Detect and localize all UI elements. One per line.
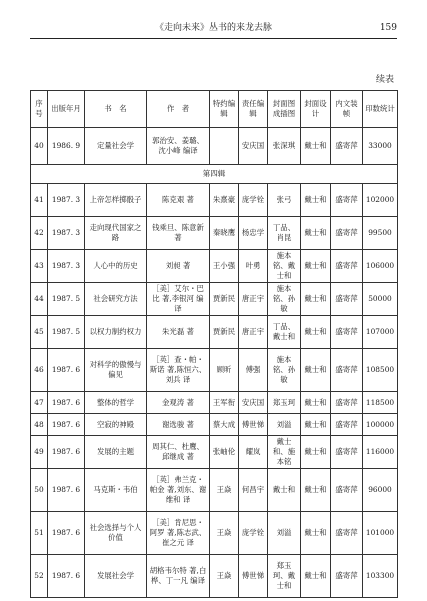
cell-index: 47 (31, 392, 48, 414)
cell-print-run: 103300 (363, 555, 398, 598)
cell-title: 空寂的神殿 (85, 414, 147, 436)
table-row (31, 436, 398, 469)
table-row (31, 316, 398, 349)
cell-index: 42 (31, 217, 48, 250)
cell-binding: 盛寄萍 (331, 469, 363, 512)
running-header-title: 《走向未来》丛书的来龙去脉 (154, 23, 272, 33)
cell-guest-editor: 蔡大成 (210, 414, 239, 436)
cell-title: 以权力制约权力 (85, 316, 147, 349)
cell-pub-date: 1987. 5 (48, 316, 85, 349)
cell-guest-editor: 王军衔 (210, 392, 239, 414)
cell-print-run: 50000 (363, 283, 398, 316)
cell-guest-editor: 顾昕 (210, 349, 239, 392)
page-header (30, 22, 397, 38)
cell-print-run: 33000 (363, 128, 398, 165)
cell-cover-illustration: 施本铭、戴士和 (268, 250, 301, 283)
cell-author: 谢选骏 著 (147, 414, 210, 436)
cell-guest-editor: 王焱 (210, 555, 239, 598)
cell-editor: 傅世悌 (239, 555, 268, 598)
cell-editor: 唐正宇 (239, 316, 268, 349)
cell-pub-date: 1987. 5 (48, 283, 85, 316)
cell-index: 52 (31, 555, 48, 598)
table-row (31, 283, 398, 316)
table-row (31, 392, 398, 414)
cell-binding: 盛寄萍 (331, 436, 363, 469)
cell-cover-illustration: 戴士和、施本铭 (268, 436, 301, 469)
page-number: 159 (379, 23, 397, 33)
cell-title: 走向现代国家之路 (85, 217, 147, 250)
cell-editor: 庞学铨 (239, 184, 268, 217)
cell-binding: 盛寄萍 (331, 184, 363, 217)
cell-title: 发展的主题 (85, 436, 147, 469)
cell-guest-editor: 王焱 (210, 469, 239, 512)
cell-binding: 盛寄萍 (331, 512, 363, 555)
cell-title: 整体的哲学 (85, 392, 147, 414)
cell-cover-design: 戴士和 (301, 469, 331, 512)
table-row (31, 555, 398, 598)
cell-title: 马克斯・韦伯 (85, 469, 147, 512)
table-row (31, 250, 398, 283)
cell-editor: 安庆国 (239, 128, 268, 165)
cell-editor: 傅强 (239, 349, 268, 392)
cell-pub-date: 1987. 6 (48, 555, 85, 598)
cell-author: 金观涛 著 (147, 392, 210, 414)
cell-editor: 何昌宇 (239, 469, 268, 512)
cell-binding: 盛寄萍 (331, 555, 363, 598)
cell-print-run: 108500 (363, 349, 398, 392)
cell-cover-illustration: 丁品、戴士和 (268, 316, 301, 349)
cell-guest-editor: 王焱 (210, 512, 239, 555)
cell-pub-date: 1987. 6 (48, 436, 85, 469)
cell-index: 40 (31, 128, 48, 165)
cell-author: ［美］肯尼思・阿罗 著,陈志武、崔之元 译 (147, 512, 210, 555)
cell-print-run: 99500 (363, 217, 398, 250)
cell-cover-design: 戴士和 (301, 250, 331, 283)
cell-editor: 唐正宇 (239, 283, 268, 316)
cell-binding: 盛寄萍 (331, 392, 363, 414)
cell-print-run: 100000 (363, 414, 398, 436)
cell-print-run: 96000 (363, 469, 398, 512)
col-header-binding: 内文装帧 (331, 91, 363, 128)
cell-author: 朱光磊 著 (147, 316, 210, 349)
cell-guest-editor: 贾新民 (210, 316, 239, 349)
cell-title: 人心中的历史 (85, 250, 147, 283)
cell-guest-editor: 秦晓鹰 (210, 217, 239, 250)
section-row (31, 165, 398, 184)
cell-print-run: 116000 (363, 436, 398, 469)
cell-cover-illustration: 郑玉珂 (268, 392, 301, 414)
cell-cover-illustration: 施本铭、孙敏 (268, 349, 301, 392)
table-row (31, 469, 398, 512)
cell-binding: 盛寄萍 (331, 128, 363, 165)
cell-index: 45 (31, 316, 48, 349)
cell-cover-design: 戴士和 (301, 128, 331, 165)
cell-title: 社会研究方法 (85, 283, 147, 316)
cell-author: ［英］查・帕・斯诺 著,陈恒六、刘兵 译 (147, 349, 210, 392)
cell-cover-illustration: 郑玉珂、戴士和 (268, 555, 301, 598)
table-row (31, 184, 398, 217)
col-header-pub-date: 出版年月 (48, 91, 85, 128)
cell-print-run: 118500 (363, 392, 398, 414)
cell-pub-date: 1987. 3 (48, 184, 85, 217)
table-row (31, 512, 398, 555)
cell-index: 49 (31, 436, 48, 469)
cell-cover-design: 戴士和 (301, 436, 331, 469)
cell-binding: 盛寄萍 (331, 414, 363, 436)
cell-index: 51 (31, 512, 48, 555)
col-header-print-run: 印数统计 (363, 91, 398, 128)
cell-author: ［美］艾尔・巴比 著,李银河 编译 (147, 283, 210, 316)
cell-pub-date: 1987. 6 (48, 349, 85, 392)
cell-title: 上帝怎样掷骰子 (85, 184, 147, 217)
cell-pub-date: 1987. 6 (48, 414, 85, 436)
cell-guest-editor: 贾新民 (210, 283, 239, 316)
table-row (31, 414, 398, 436)
cell-cover-design: 戴士和 (301, 184, 331, 217)
cell-editor: 庞学铨 (239, 512, 268, 555)
cell-cover-illustration: 张弓 (268, 184, 301, 217)
cell-pub-date: 1986. 9 (48, 128, 85, 165)
cell-title: 发展社会学 (85, 555, 147, 598)
cell-print-run: 101000 (363, 512, 398, 555)
cell-editor: 耀岚 (239, 436, 268, 469)
cell-print-run: 106000 (363, 250, 398, 283)
cell-pub-date: 1987. 3 (48, 250, 85, 283)
cell-pub-date: 1987. 6 (48, 469, 85, 512)
cell-binding: 盛寄萍 (331, 217, 363, 250)
cell-author: 胡格韦尔特 著,白桦、丁一凡 编译 (147, 555, 210, 598)
cell-binding: 盛寄萍 (331, 349, 363, 392)
cell-editor: 杨忠学 (239, 217, 268, 250)
cell-guest-editor (210, 128, 239, 165)
cell-index: 43 (31, 250, 48, 283)
cell-print-run: 102000 (363, 184, 398, 217)
cell-author: ［英］弗兰克・帕金 著,刘东、谢维和 译 (147, 469, 210, 512)
col-header-author: 作 者 (147, 91, 210, 128)
cell-pub-date: 1987. 6 (48, 392, 85, 414)
cell-cover-design: 戴士和 (301, 316, 331, 349)
cell-editor: 安庆国 (239, 392, 268, 414)
section-label: 第四辑 (31, 165, 398, 184)
cell-cover-design: 戴士和 (301, 392, 331, 414)
continued-label: 续表 (375, 75, 394, 85)
table-row (31, 128, 398, 165)
cell-cover-design: 戴士和 (301, 414, 331, 436)
cell-cover-design: 戴士和 (301, 349, 331, 392)
cell-author: 郭治安、姜璐、沈小峰 编译 (147, 128, 210, 165)
cell-title: 对科学的傲慢与偏见 (85, 349, 147, 392)
cell-index: 50 (31, 469, 48, 512)
cell-index: 48 (31, 414, 48, 436)
cell-editor: 傅世悌 (239, 414, 268, 436)
table-header-row (31, 91, 398, 128)
cell-title: 社会选择与个人价值 (85, 512, 147, 555)
cell-index: 41 (31, 184, 48, 217)
cell-author: 陈克艰 著 (147, 184, 210, 217)
cell-editor: 叶勇 (239, 250, 268, 283)
cell-author: 刘昶 著 (147, 250, 210, 283)
cell-cover-illustration: 戴士和 (268, 469, 301, 512)
col-header-cover-design: 封面设计 (301, 91, 331, 128)
table-row (31, 217, 398, 250)
cell-cover-design: 戴士和 (301, 512, 331, 555)
col-header-editor: 责任编辑 (239, 91, 268, 128)
cell-guest-editor: 朱熹豪 (210, 184, 239, 217)
book-series-table (30, 90, 398, 598)
col-header-guest-editor: 特约编辑 (210, 91, 239, 128)
cell-print-run: 107000 (363, 316, 398, 349)
cell-binding: 盛寄萍 (331, 316, 363, 349)
cell-pub-date: 1987. 6 (48, 512, 85, 555)
header-rule (30, 38, 397, 39)
cell-cover-illustration: 刘溢 (268, 512, 301, 555)
col-header-index: 序号 (31, 91, 48, 128)
cell-cover-illustration: 刘溢 (268, 414, 301, 436)
cell-cover-illustration: 丁品、肖昆 (268, 217, 301, 250)
cell-cover-design: 戴士和 (301, 555, 331, 598)
cell-index: 44 (31, 283, 48, 316)
cell-cover-design: 戴士和 (301, 283, 331, 316)
cell-cover-illustration: 张深琪 (268, 128, 301, 165)
cell-guest-editor: 王小强 (210, 250, 239, 283)
cell-cover-design: 戴士和 (301, 217, 331, 250)
cell-cover-illustration: 施本铭、孙敏 (268, 283, 301, 316)
table-row (31, 349, 398, 392)
cell-title: 定量社会学 (85, 128, 147, 165)
col-header-title: 书 名 (85, 91, 147, 128)
cell-guest-editor: 张岫伦 (210, 436, 239, 469)
cell-binding: 盛寄萍 (331, 283, 363, 316)
col-header-cover-illustration: 封面图成插图 (268, 91, 301, 128)
cell-pub-date: 1987. 3 (48, 217, 85, 250)
cell-binding: 盛寄萍 (331, 250, 363, 283)
cell-author: 周其仁、杜鹰、邱继成 著 (147, 436, 210, 469)
cell-author: 钱乘旦、陈意新 著 (147, 217, 210, 250)
cell-index: 46 (31, 349, 48, 392)
